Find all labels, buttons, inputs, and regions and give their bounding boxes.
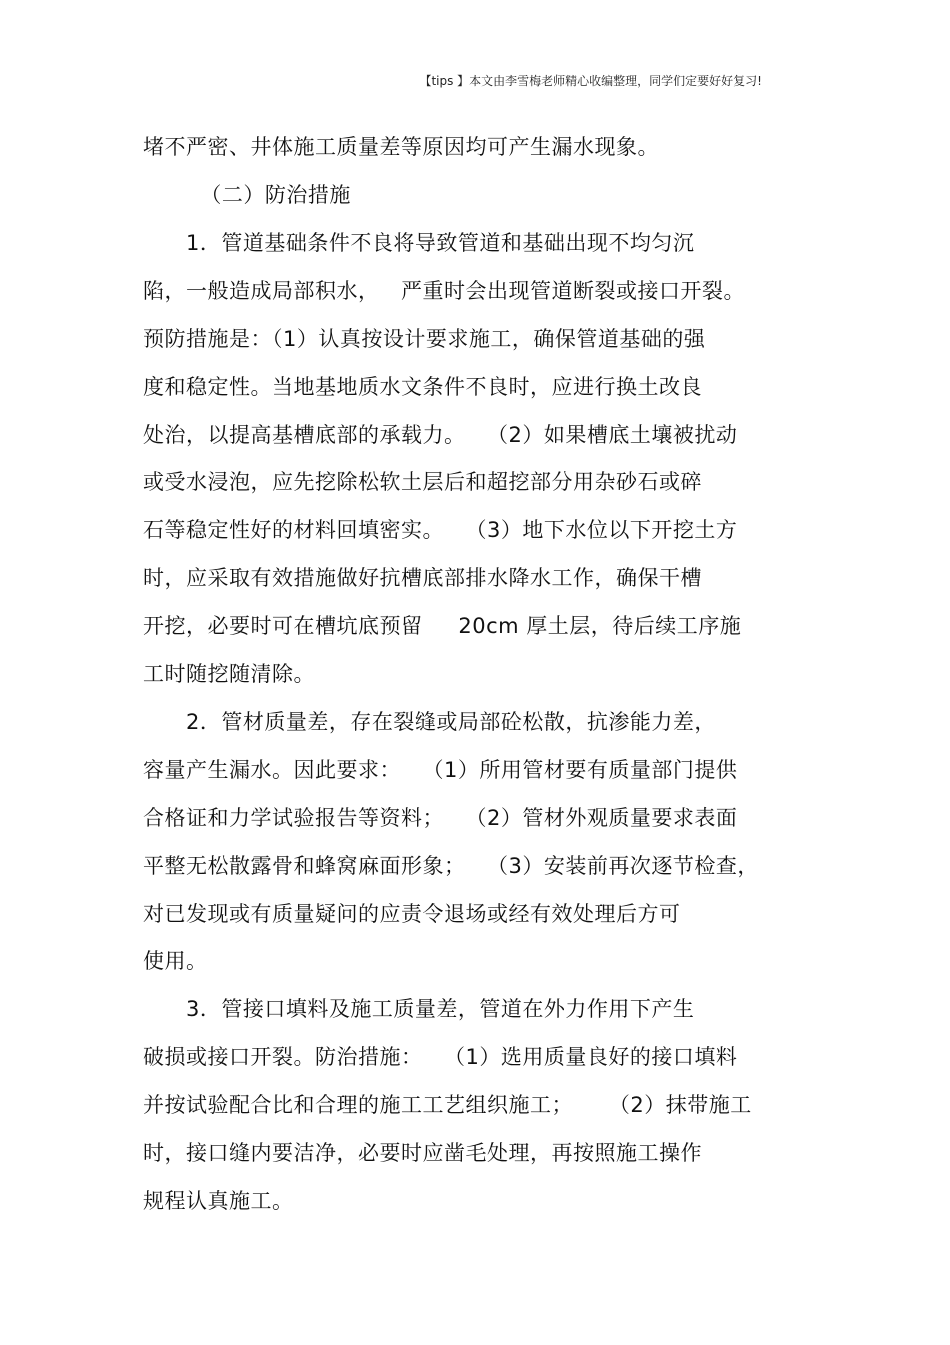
text-line: 合格证和力学试验报告等资料； （2）管材外观质量要求表面 [143, 806, 738, 830]
text-line: 破损或接口开裂。防治措施： （1）选用质量良好的接口填料 [143, 1045, 738, 1069]
text-line: 2．管材质量差，存在裂缝或局部砼松散，抗渗能力差， [143, 710, 716, 734]
text-line: 堵不严密、井体施工质量差等原因均可产生漏水现象。 [143, 135, 659, 159]
text-line: 使用。 [143, 949, 208, 973]
text-line: 度和稳定性。当地基地质水文条件不良时，应进行换土改良 [143, 375, 702, 399]
text-line: 工时随挖随清除。 [143, 662, 315, 686]
header-tips: 【tips 】本文由李雪梅老师精心收编整理，同学们定要好好复习! [419, 74, 762, 88]
text-line: 3．管接口填料及施工质量差，管道在外力作用下产生 [143, 997, 695, 1021]
text-line: 时，应采取有效措施做好抗槽底部排水降水工作，确保干槽 [143, 566, 702, 590]
text-line: 规程认真施工。 [143, 1189, 294, 1213]
text-line: 石等稳定性好的材料回填密实。 （3）地下水位以下开挖土方 [143, 518, 738, 542]
section-heading: （二）防治措施 [143, 183, 351, 207]
text-line: 或受水浸泡，应先挖除松软土层后和超挖部分用杂砂石或碎 [143, 470, 702, 494]
text-line: 平整无松散露骨和蜂窝麻面形象； （3）安装前再次逐节检查， [143, 854, 759, 878]
text-line: 时，接口缝内要洁净，必要时应凿毛处理，再按照施工操作 [143, 1141, 702, 1165]
text-line: 开挖，必要时可在槽坑底预留 20cm 厚土层，待后续工序施 [143, 614, 742, 638]
text-line: 对已发现或有质量疑问的应责令退场或经有效处理后方可 [143, 902, 681, 926]
text-line: 陷，一般造成局部积水， 严重时会出现管道断裂或接口开裂。 [143, 279, 746, 303]
text-line: 1．管道基础条件不良将导致管道和基础出现不均匀沉 [143, 231, 695, 255]
text-line: 容量产生漏水。因此要求： （1）所用管材要有质量部门提供 [143, 758, 738, 782]
text-line: 并按试验配合比和合理的施工工艺组织施工； （2）抹带施工 [143, 1093, 752, 1117]
text-line: 预防措施是：（1）认真按设计要求施工，确保管道基础的强 [143, 327, 706, 351]
text-line: 处治，以提高基槽底部的承载力。 （2）如果槽底土壤被扰动 [143, 423, 738, 447]
